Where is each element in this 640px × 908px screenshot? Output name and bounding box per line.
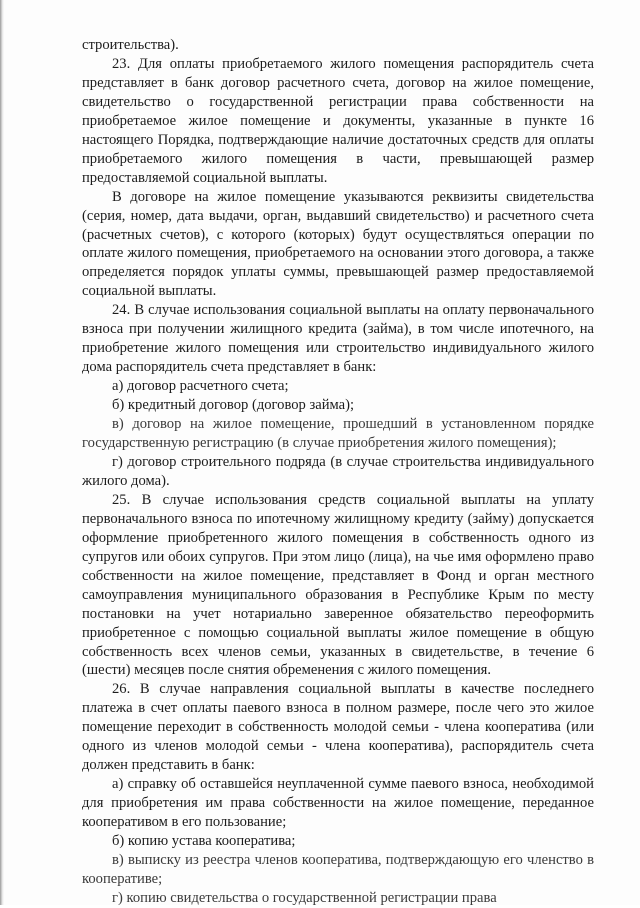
- scan-edge-shadow: [0, 0, 4, 905]
- paragraph-23-contract-details: В договоре на жилое помещение указываются реквизиты свидетельства (серия, номер, дата выдачи, орган, выдавший свидетельство) и расчетного счета (расчетных счетов), с которого (которых) будут осуществляться операции по оплате жилого помещения, приобретаемого на основании этого договора, а также определяется порядок уплаты суммы, превышающей размер предоставляемой социальной выплаты.: [82, 188, 594, 300]
- paragraph-26: 26. В случае направления социальной выплаты в качестве последнего платежа в счет оплаты паевого взноса в полном размере, после чего это жилое помещение переходит в собственность молодой семьи - члена кооператива (или одного из членов молодой семьи - члена кооператива), распорядитель счета должен представить в банк:: [82, 681, 594, 774]
- paragraph-24: 24. В случае использования социальной выплаты на оплату первоначального взноса при получении жилищного кредита (займа), в том числе ипотечного, на приобретение жилого помещения или строительство индивидуального жилого дома распорядитель счета представляет в банк:: [82, 302, 594, 376]
- paragraph-25: 25. В случае использования средств социальной выплаты на уплату первоначального взноса по ипотечному жилищному кредиту (займу) допускается оформление приобретенного жилого помещения в собственность одного из супругов или обоих супругов. При этом лицо (лица), на чье имя оформлено право собственности на жилое помещение, представляет в Фонд и орган местного самоуправления муниципального образования в Республике Крым по месту постановки на учет нотариально заверенное обязательство переоформить приобретенное с помощью социальной выплаты жилое помещение в общую собственность всех членов семьи, указанных в свидетельстве, в течение 6 (шести) месяцев после снятия обременения с жилого помещения.: [82, 491, 594, 679]
- list-item-24-v: в) договор на жилое помещение, прошедший в установленном порядке государственную регистрацию (в случае приобретения жилого помещения);: [82, 416, 594, 452]
- document-body: [82, 36, 594, 908]
- list-item-26-g: г) копию свидетельства о государственной регистрации права: [112, 889, 497, 906]
- list-item-24-b: б) кредитный договор (договор займа);: [112, 397, 355, 414]
- list-item-26-v: в) выписку из реестра членов кооператива, подтверждающую его членство в кооперативе;: [82, 851, 594, 887]
- paragraph-23: 23. Для оплаты приобретаемого жилого помещения распорядитель счета представляет в банк договор расчетного счета, договор на жилое помещение, свидетельство о государственной регистрации права собственности на приобретаемое жилое помещение и документы, указанные в пункте 16 настоящего Порядка, подтверждающие наличие достаточных средств для оплаты приобретаемого жилого помещения в части, превышающей размер предоставляемой социальной выплаты.: [82, 55, 594, 186]
- paragraph-continuation: строительства).: [82, 37, 179, 53]
- list-item-24-g: г) договор строительного подряда (в случае строительства индивидуального жилого дома).: [82, 453, 594, 489]
- list-item-26-b: б) копию устава кооператива;: [112, 833, 296, 850]
- list-item-26-a: а) справку об оставшейся неуплаченной сумме паевого взноса, необходимой для приобретения им права собственности на жилое помещение, переданное кооперативом в его пользование;: [82, 776, 594, 831]
- list-item-24-a: а) договор расчетного счета;: [112, 378, 289, 395]
